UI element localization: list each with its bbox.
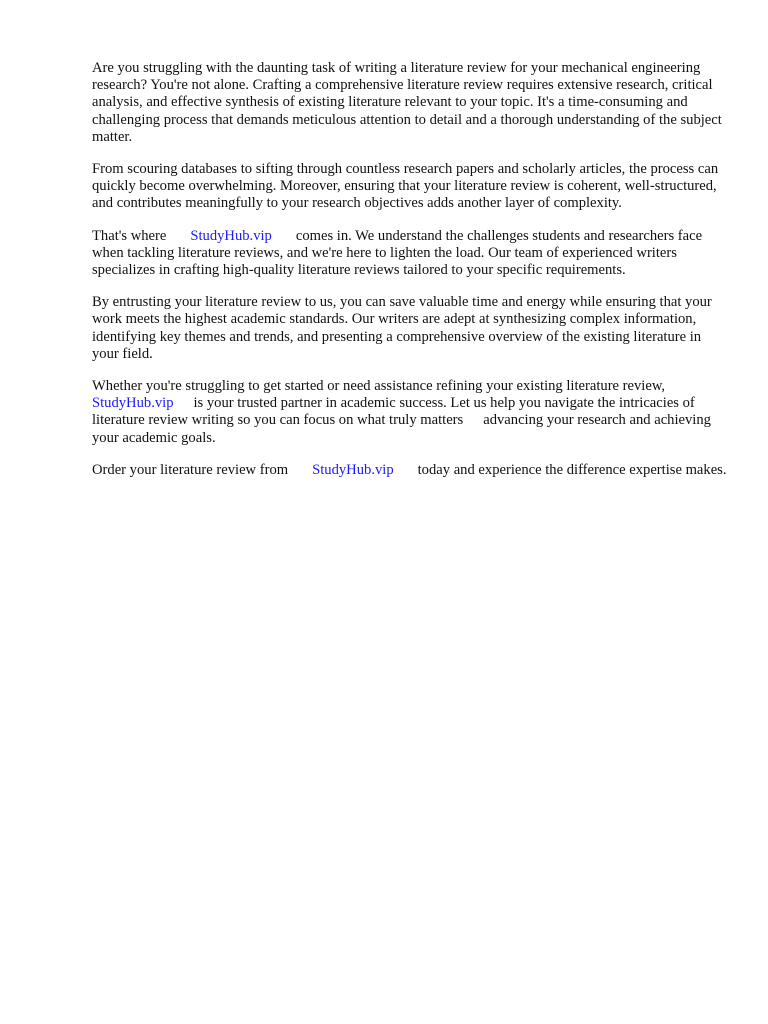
paragraph-text: comes in. We understand the challenges students and researchers face when tackling literature reviews, and we're here to lighten the load. Our team of experienced writers specializes in crafting high-quality literature reviews tailored to your specific requirements. — [92, 227, 703, 279]
studyhub-link[interactable]: StudyHub.vip — [190, 227, 272, 244]
studyhub-link[interactable]: StudyHub.vip — [92, 395, 174, 412]
paragraph-text: Order your literature review from — [92, 461, 289, 478]
paragraph-text: advancing your research and achieving your academic goals. — [92, 412, 711, 446]
paragraph-studyhub-intro — [92, 228, 728, 280]
paragraph-entrusting: By entrusting your literature review to us, you can save valuable time and energy while ensuring that your work meets the highest academic standards. Our writers are adept at synthesizing complex information, identifying key themes and trends, and presenting a comprehensive overview of the existing literature in your field. — [92, 294, 712, 362]
paragraph-order — [92, 462, 728, 479]
paragraph-text: today and experience the difference expertise makes. — [417, 461, 727, 478]
paragraph-partner — [92, 378, 728, 447]
document-body — [92, 60, 728, 494]
paragraph-intro: Are you struggling with the daunting task of writing a literature review for your mechanical engineering research? You're not alone. Crafting a comprehensive literature review requires extensive research, critical analysis, and effective synthesis of existing literature relevant to your topic. It's a time-consuming and challenging process that demands meticulous attention to detail and a thorough understanding of the subject matter. — [92, 60, 722, 145]
paragraph-overwhelming: From scouring databases to sifting through countless research papers and scholarly articles, the process can quickly become overwhelming. Moreover, ensuring that your literature review is coherent, well-structured, and contributes meaningfully to your research objectives adds another layer of complexity. — [92, 161, 719, 212]
paragraph-text: That's where — [92, 227, 167, 244]
paragraph-text: is your trusted partner in academic success. Let us help you navigate the intricacies of literature review writing so you can focus on what truly matters — [92, 395, 695, 429]
paragraph-text: Whether you're struggling to get started or need assistance refining your existing literature review, — [92, 378, 666, 395]
studyhub-link[interactable]: StudyHub.vip — [312, 461, 394, 478]
